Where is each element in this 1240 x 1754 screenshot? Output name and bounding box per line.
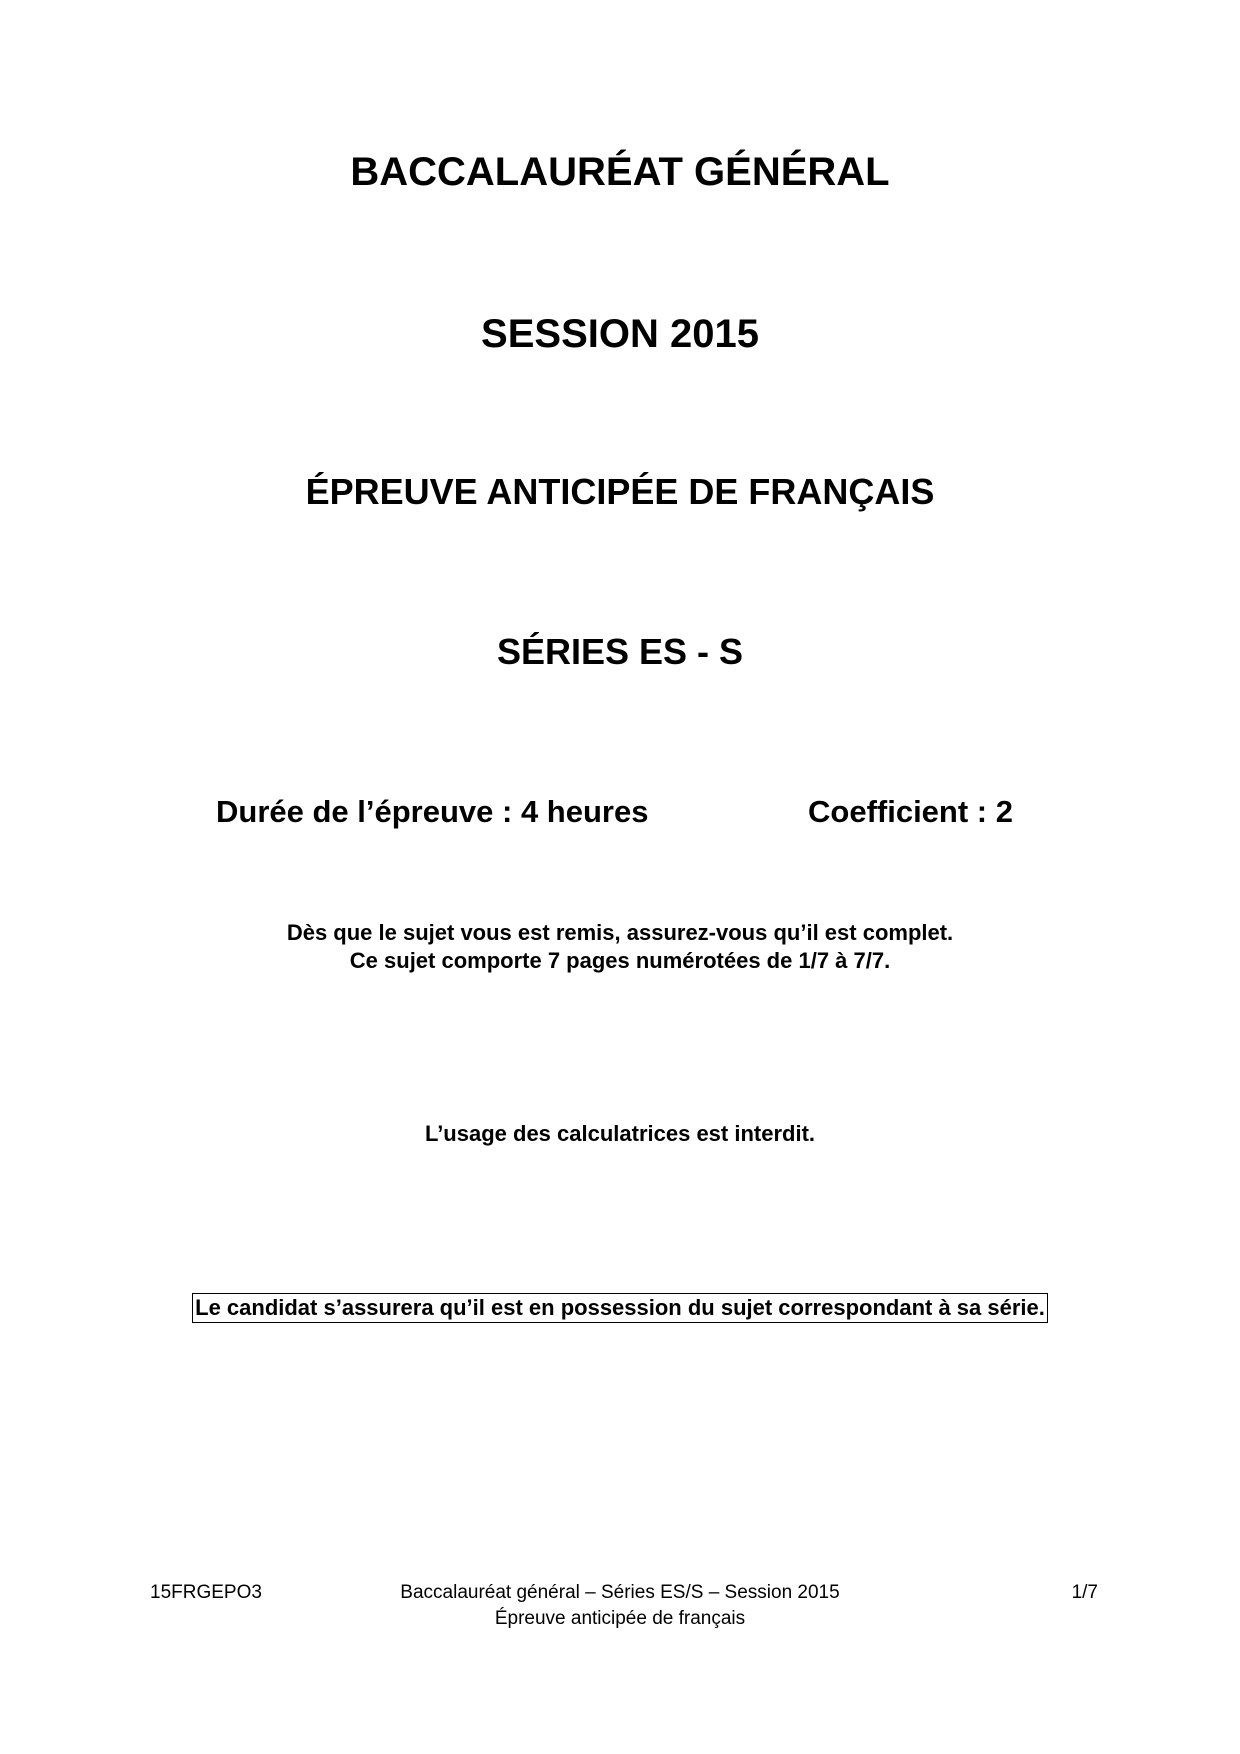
session-title: SESSION 2015 bbox=[481, 312, 759, 356]
exam-duration: Durée de l’épreuve : 4 heures bbox=[216, 794, 649, 829]
exam-title: BACCALAURÉAT GÉNÉRAL bbox=[350, 150, 890, 194]
series-title: SÉRIES ES - S bbox=[496, 631, 744, 672]
footer-page-number: 1/7 bbox=[1071, 1582, 1098, 1603]
footer-exam-code: 15FRGEPO3 bbox=[150, 1582, 262, 1603]
footer-line-1: Baccalauréat général – Séries ES/S – Session 2015 bbox=[400, 1582, 840, 1603]
notice-line-2: Ce sujet comporte 7 pages numérotées de 1/7 à 7/7. bbox=[349, 948, 891, 973]
series-notice-wrapper bbox=[0, 1293, 1240, 1323]
completeness-notice bbox=[0, 919, 1240, 975]
notice-line-1: Dès que le sujet vous est remis, assurez-vous qu’il est complet. bbox=[286, 920, 954, 945]
epreuve-title: ÉPREUVE ANTICIPÉE DE FRANÇAIS bbox=[305, 471, 935, 512]
footer-line-2: Épreuve anticipée de français bbox=[494, 1608, 746, 1629]
series-notice-box: Le candidat s’assurera qu’il est en possession du sujet correspondant à sa série. bbox=[192, 1293, 1048, 1323]
calculator-notice: L’usage des calculatrices est interdit. bbox=[424, 1121, 816, 1146]
exam-coefficient: Coefficient : 2 bbox=[808, 794, 1013, 829]
exam-info-row bbox=[0, 792, 1240, 832]
footer-center-text bbox=[0, 1580, 1240, 1632]
